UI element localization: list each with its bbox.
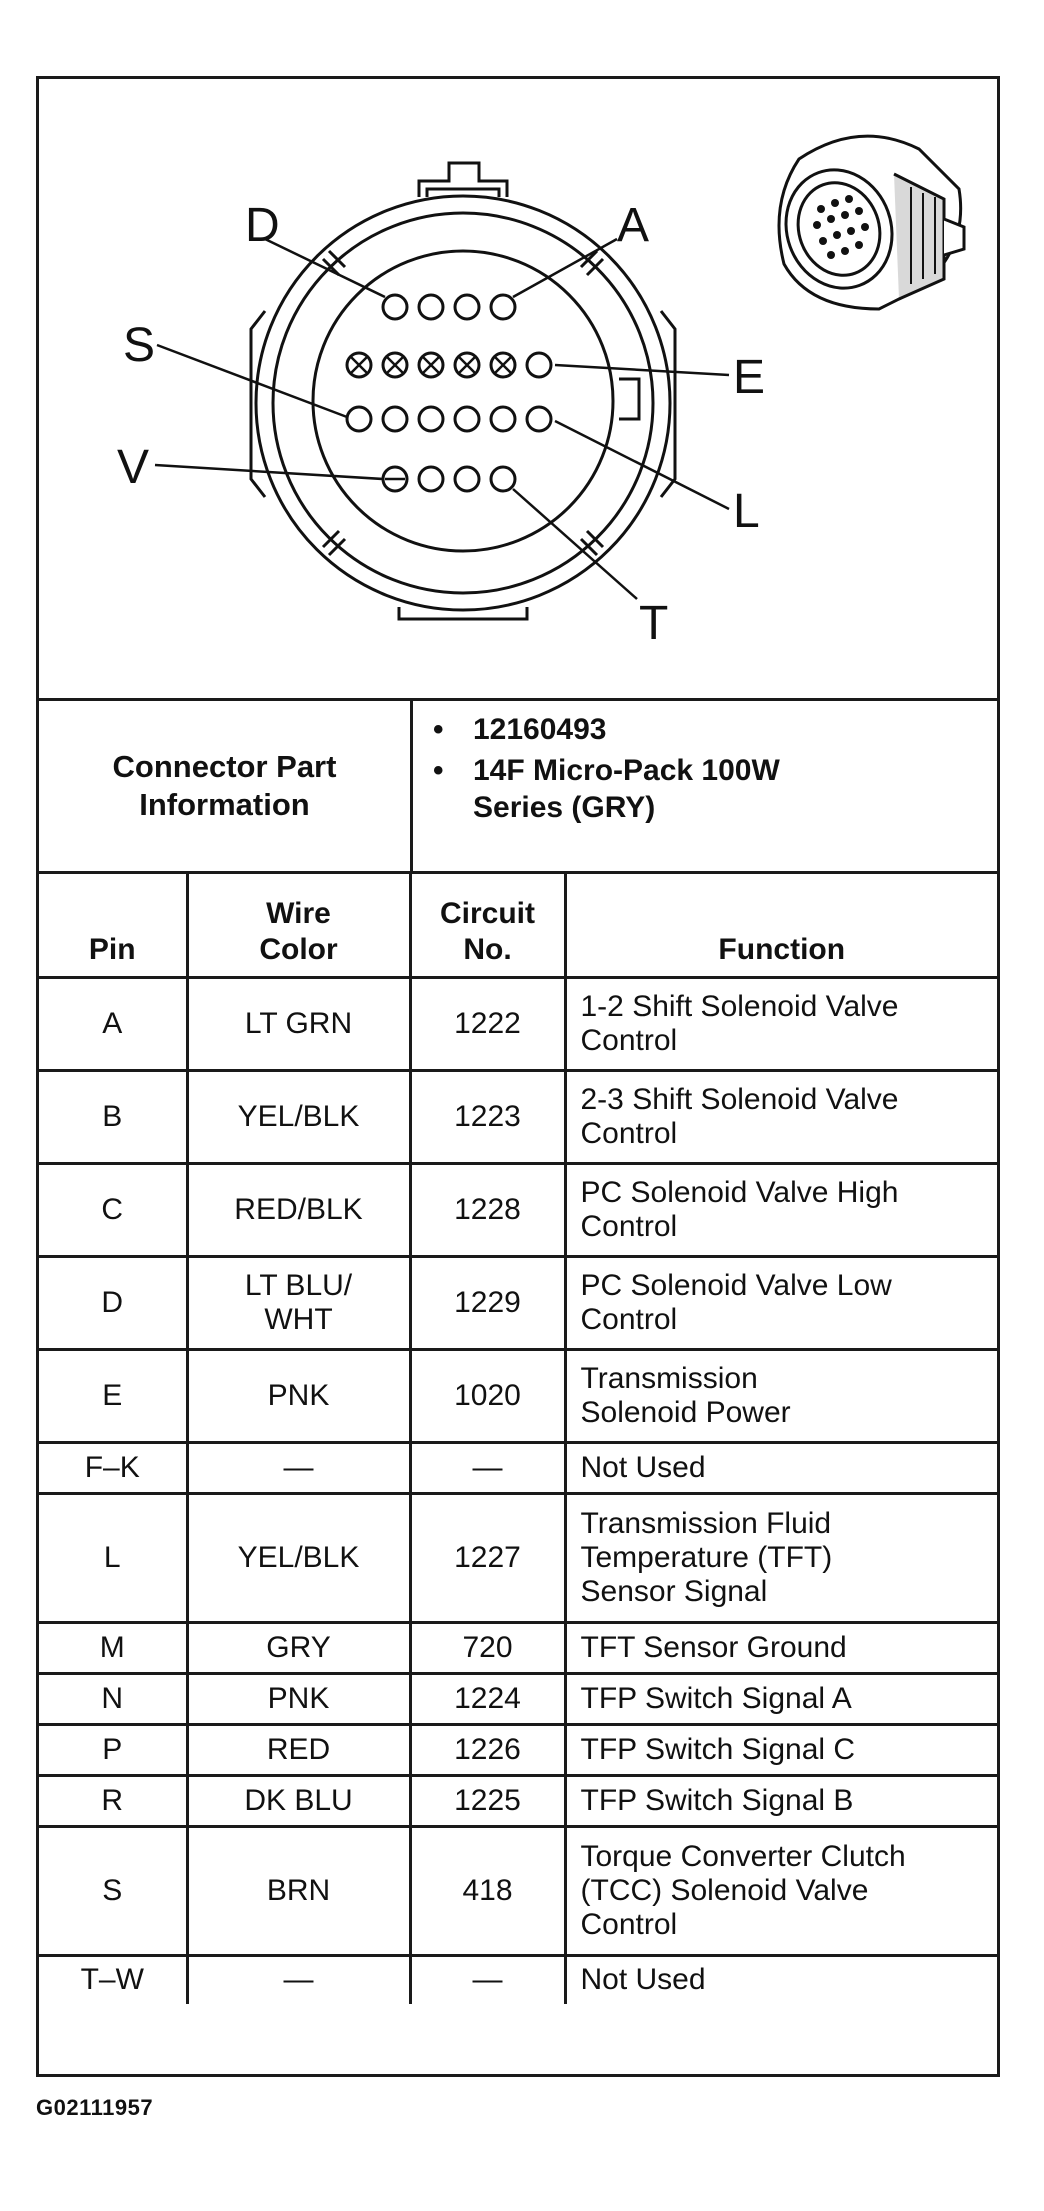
cell-wire-color: PNK [187,1674,410,1725]
cell-wire-color: GRY [187,1623,410,1674]
cell-wire-color: YEL/BLK [187,1494,410,1623]
cell-function: TFT Sensor Ground [565,1623,997,1674]
connector-housing [251,163,675,619]
connector-thumbnail [770,136,964,309]
cell-circuit: 720 [410,1623,565,1674]
cell-pin: N [39,1674,187,1725]
cell-function: TFP Switch Signal C [565,1725,997,1776]
table-row [39,1443,997,1494]
cell-wire-color: RED [187,1725,410,1776]
connector-face-figure [39,79,997,701]
figure-id: G02111957 [36,2095,154,2120]
cell-function: Not Used [565,1443,997,1494]
cell-function: TFP Switch Signal A [565,1674,997,1725]
cell-pin: L [39,1494,187,1623]
cell-pin: P [39,1725,187,1776]
connector-face-diagram [39,79,997,698]
cell-pin: E [39,1350,187,1443]
cell-pin: S [39,1827,187,1956]
header-function: Function [565,874,997,978]
cell-wire-color: BRN [187,1827,410,1956]
table-row [39,1623,997,1674]
table-row [39,1350,997,1443]
cell-circuit: 1222 [410,978,565,1071]
part-info-list [413,711,993,830]
cell-pin: T–W [39,1956,187,2004]
cell-circuit: 1228 [410,1164,565,1257]
cell-wire-color: DK BLU [187,1776,410,1827]
table-row [39,1164,997,1257]
cell-circuit: 1227 [410,1494,565,1623]
pin-label-l: L [733,485,760,538]
cell-circuit: 1229 [410,1257,565,1350]
cell-circuit: — [410,1443,565,1494]
cell-circuit: 1224 [410,1674,565,1725]
pin-label-d: D [245,199,280,252]
cell-wire-color: LT GRN [187,978,410,1071]
pin-cavities [347,295,551,491]
cell-pin: C [39,1164,187,1257]
table-row [39,1776,997,1827]
cell-pin: R [39,1776,187,1827]
table-row [39,1071,997,1164]
cell-wire-color: YEL/BLK [187,1071,410,1164]
cell-function: Transmission Fluid Temperature (TFT) Sensor Signal [565,1494,997,1623]
cell-pin: D [39,1257,187,1350]
part-number: • 12160493 [413,711,873,748]
table-row [39,1725,997,1776]
header-circuit: Circuit No. [410,874,565,978]
cell-function: PC Solenoid Valve High Control [565,1164,997,1257]
pin-label-s: S [123,319,156,372]
part-info-label: Connector Part Information [112,749,337,822]
cell-wire-color: LT BLU/ WHT [187,1257,410,1350]
table-row [39,1827,997,1956]
cell-circuit: 1225 [410,1776,565,1827]
cell-circuit: 418 [410,1827,565,1956]
connector-sheet [36,76,1000,2077]
pin-function-table [39,874,997,2004]
cell-wire-color: — [187,1443,410,1494]
connector-part-info [39,701,997,874]
table-row [39,1257,997,1350]
cell-function: 1-2 Shift Solenoid Valve Control [565,978,997,1071]
table-row [39,1956,997,2004]
table-row [39,1674,997,1725]
cell-function: Torque Converter Clutch (TCC) Solenoid Valve Control [565,1827,997,1956]
pin-label-t: T [639,597,669,650]
table-row [39,1494,997,1623]
cell-circuit: 1226 [410,1725,565,1776]
cell-circuit: — [410,1956,565,2004]
table-row [39,978,997,1071]
cell-function: Transmission Solenoid Power [565,1350,997,1443]
connector-series: • 14F Micro-Pack 100W Series (GRY) [413,752,873,826]
part-info-label-cell [39,701,413,871]
cell-function: Not Used [565,1956,997,2004]
cell-pin: B [39,1071,187,1164]
header-wire-color: Wire Color [187,874,410,978]
pin-label-e: E [733,351,766,404]
cell-circuit: 1020 [410,1350,565,1443]
cell-circuit: 1223 [410,1071,565,1164]
pin-label-v: V [117,441,150,494]
cell-wire-color: PNK [187,1350,410,1443]
table-header-row [39,874,997,978]
cell-wire-color: RED/BLK [187,1164,410,1257]
pin-label-a: A [617,199,650,252]
cell-pin: M [39,1623,187,1674]
cell-wire-color: — [187,1956,410,2004]
cell-function: PC Solenoid Valve Low Control [565,1257,997,1350]
cell-function: TFP Switch Signal B [565,1776,997,1827]
cell-function: 2-3 Shift Solenoid Valve Control [565,1071,997,1164]
cell-pin: A [39,978,187,1071]
header-pin: Pin [39,874,187,978]
cell-pin: F–K [39,1443,187,1494]
